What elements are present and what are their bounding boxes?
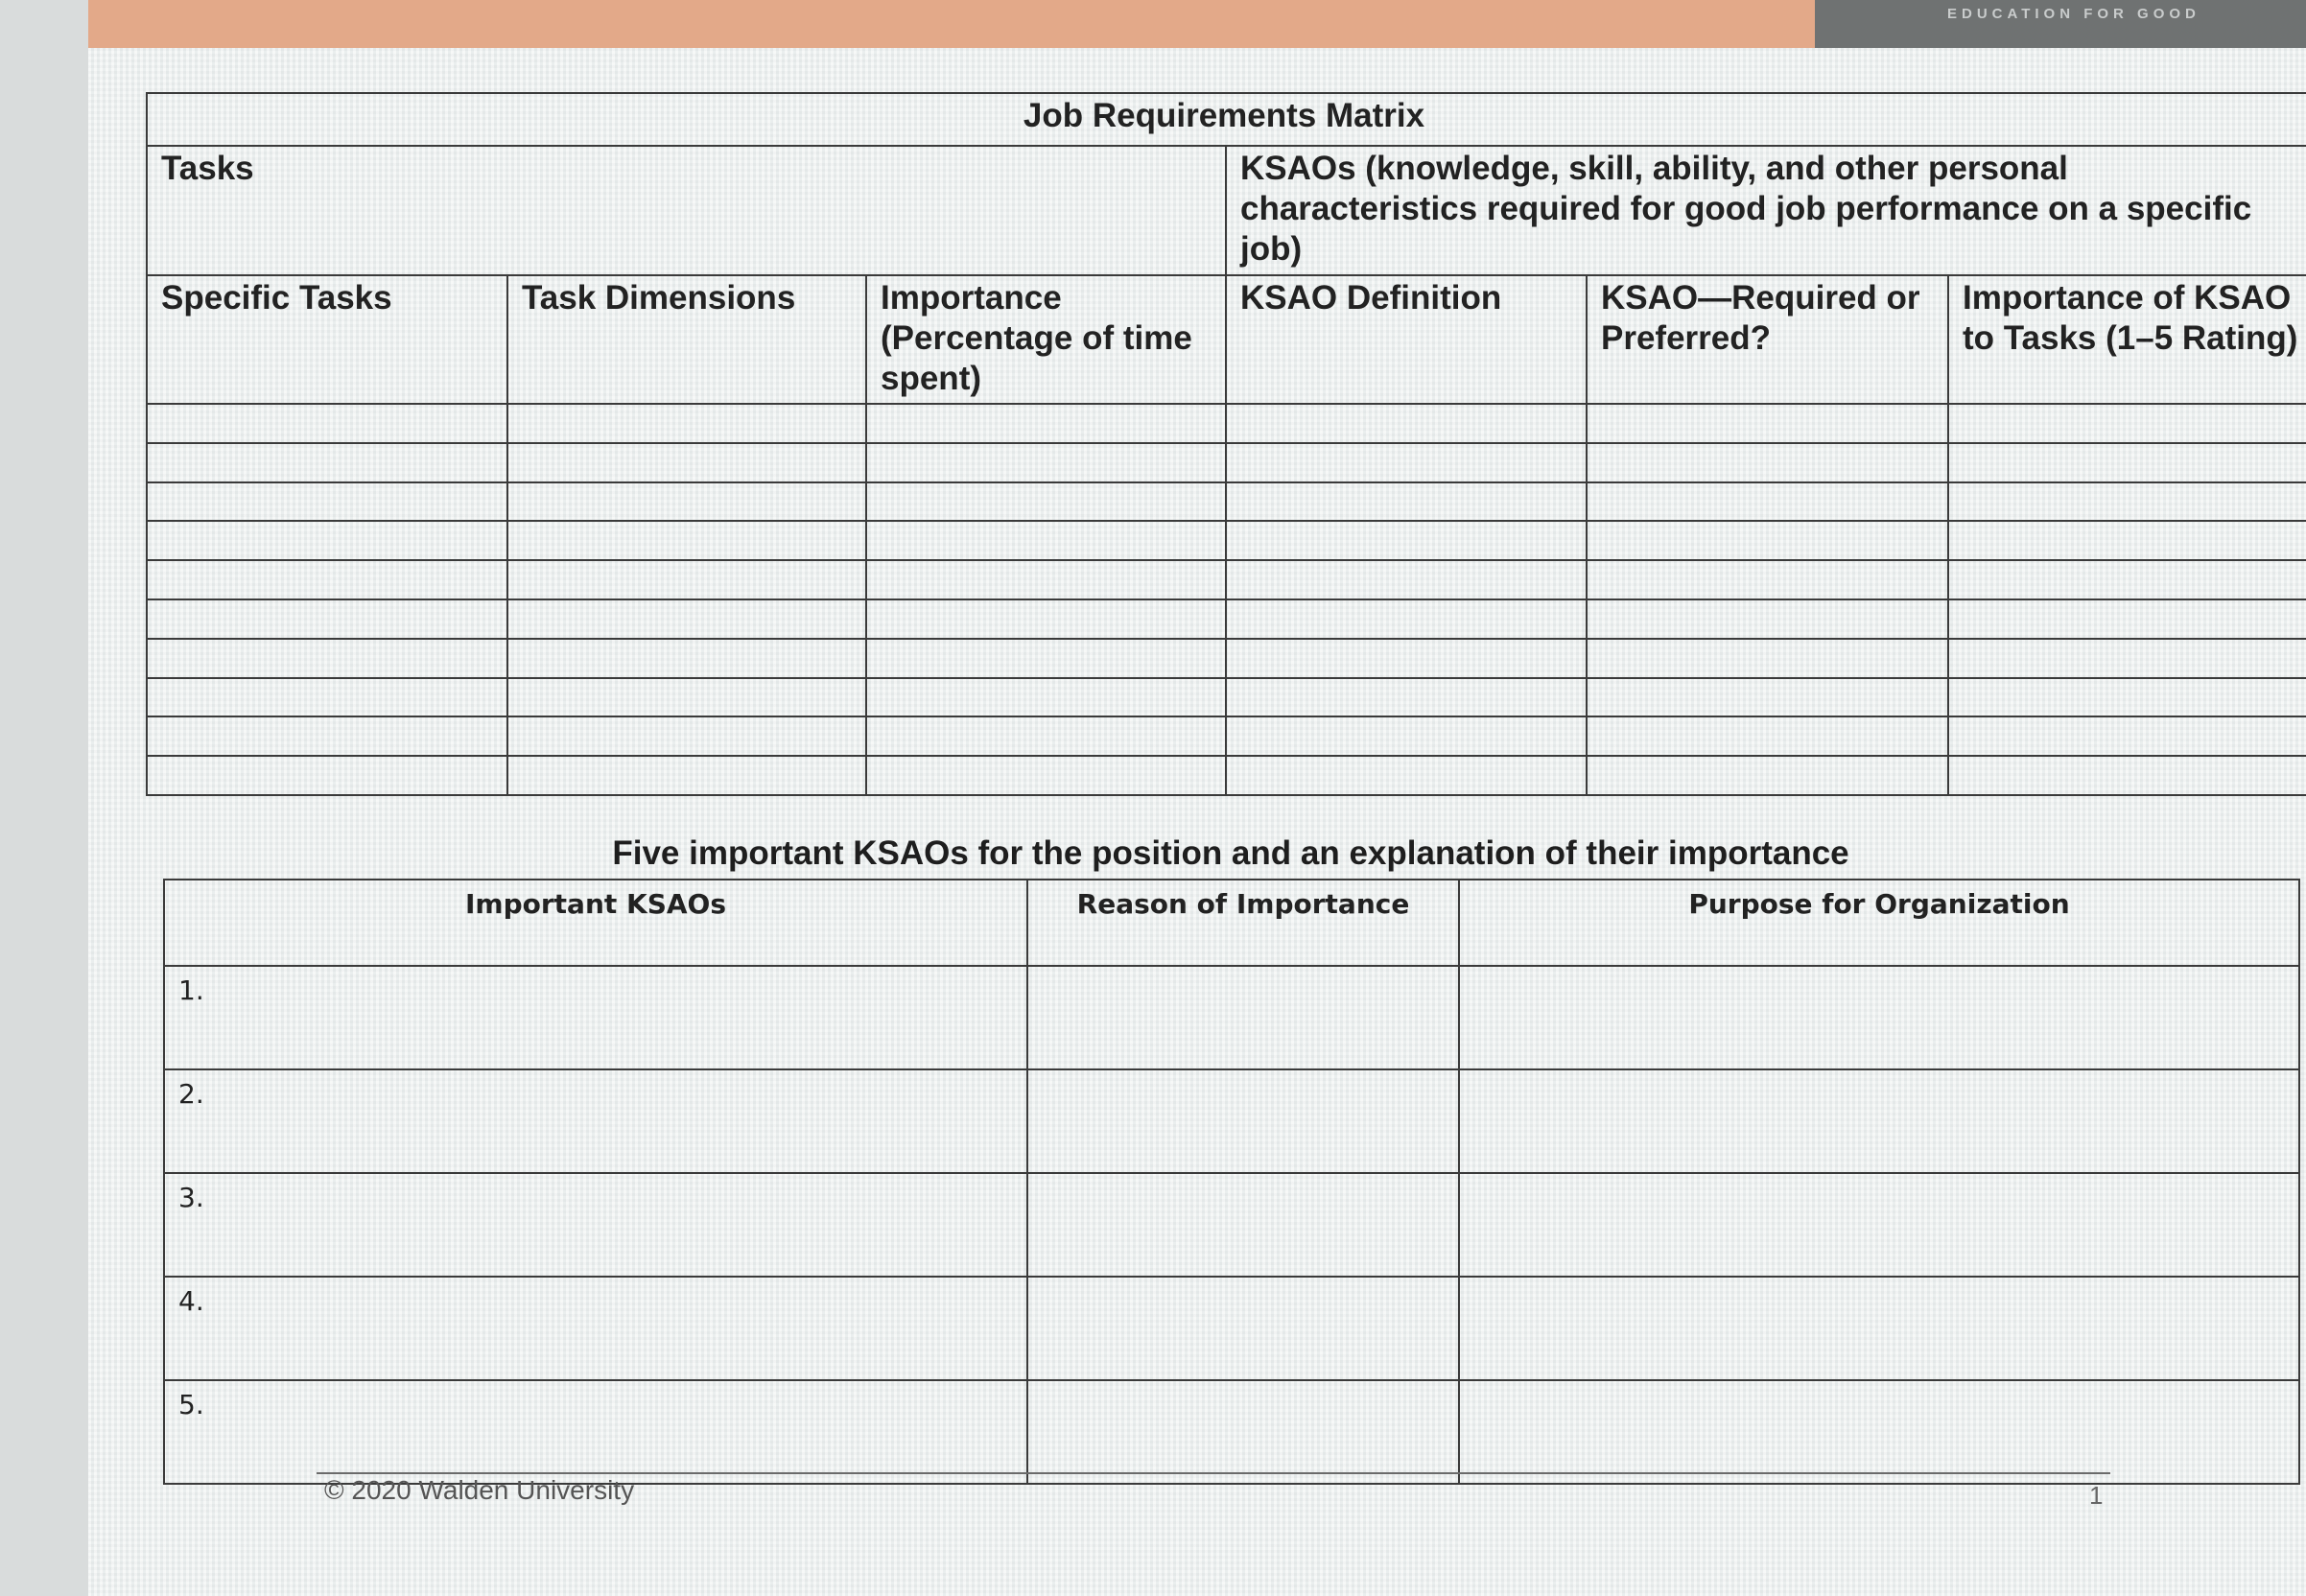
reason-cell[interactable] [1027, 966, 1459, 1069]
matrix-cell[interactable] [1948, 639, 2306, 678]
matrix-cell[interactable] [147, 756, 507, 795]
matrix-cell[interactable] [507, 404, 866, 443]
matrix-cell[interactable] [1587, 482, 1948, 522]
matrix-cell[interactable] [147, 678, 507, 717]
matrix-cell[interactable] [866, 560, 1226, 599]
matrix-cell[interactable] [866, 756, 1226, 795]
matrix-cell[interactable] [1226, 716, 1587, 756]
purpose-cell[interactable] [1459, 966, 2299, 1069]
purpose-cell[interactable] [1459, 1069, 2299, 1173]
column-header-specific-tasks: Specific Tasks [147, 275, 507, 405]
column-header-reason-of-importance: Reason of Importance [1027, 880, 1459, 966]
matrix-cell[interactable] [507, 521, 866, 560]
matrix-row [147, 639, 2306, 678]
header-band [88, 0, 1815, 48]
matrix-cell[interactable] [507, 560, 866, 599]
reason-cell[interactable] [1027, 1277, 1459, 1380]
ksao-row-number[interactable]: 2. [164, 1069, 1027, 1173]
matrix-cell[interactable] [866, 482, 1226, 522]
matrix-cell[interactable] [507, 639, 866, 678]
matrix-cell[interactable] [1226, 560, 1587, 599]
matrix-cell[interactable] [1226, 599, 1587, 639]
purpose-cell[interactable] [1459, 1173, 2299, 1277]
tasks-group-header: Tasks [147, 146, 1226, 275]
matrix-cell[interactable] [507, 678, 866, 717]
ksao-row [164, 1277, 2299, 1380]
matrix-row [147, 482, 2306, 522]
matrix-cell[interactable] [866, 599, 1226, 639]
column-header-importance-time: Importance (Percentage of time spent) [866, 275, 1226, 405]
matrix-cell[interactable] [1948, 716, 2306, 756]
matrix-cell[interactable] [507, 716, 866, 756]
column-header-purpose-for-organization: Purpose for Organization [1459, 880, 2299, 966]
matrix-cell[interactable] [866, 443, 1226, 482]
matrix-row [147, 599, 2306, 639]
column-header-task-dimensions: Task Dimensions [507, 275, 866, 405]
scan-margin [0, 0, 88, 1596]
matrix-cell[interactable] [147, 599, 507, 639]
ksaos-group-header: KSAOs (knowledge, skill, ability, and other personal characteristics required for good job performance on a specific job) [1226, 146, 2306, 275]
matrix-cell[interactable] [147, 404, 507, 443]
matrix-row [147, 404, 2306, 443]
matrix-cell[interactable] [866, 404, 1226, 443]
matrix-cell[interactable] [147, 521, 507, 560]
matrix-cell[interactable] [1587, 599, 1948, 639]
ksao-row [164, 1380, 2299, 1484]
reason-cell[interactable] [1027, 1173, 1459, 1277]
matrix-cell[interactable] [147, 716, 507, 756]
ksao-row-number[interactable]: 3. [164, 1173, 1027, 1277]
matrix-cell[interactable] [1587, 716, 1948, 756]
matrix-cell[interactable] [507, 599, 866, 639]
purpose-cell[interactable] [1459, 1277, 2299, 1380]
matrix-cell[interactable] [866, 521, 1226, 560]
matrix-cell[interactable] [1226, 756, 1587, 795]
matrix-cell[interactable] [507, 756, 866, 795]
column-header-important-ksaos: Important KSAOs [164, 880, 1027, 966]
matrix-cell[interactable] [866, 639, 1226, 678]
matrix-title: Job Requirements Matrix [147, 93, 2306, 146]
matrix-cell[interactable] [507, 482, 866, 522]
matrix-cell[interactable] [1587, 404, 1948, 443]
matrix-row [147, 716, 2306, 756]
matrix-cell[interactable] [866, 678, 1226, 717]
footer-divider [317, 1472, 2110, 1474]
matrix-cell[interactable] [1226, 678, 1587, 717]
important-ksaos-table [163, 879, 2300, 1485]
ksao-table-heading: Five important KSAOs for the position and an explanation of their importance [612, 834, 1849, 872]
matrix-cell[interactable] [147, 443, 507, 482]
matrix-row [147, 756, 2306, 795]
matrix-cell[interactable] [147, 639, 507, 678]
matrix-cell[interactable] [1226, 639, 1587, 678]
matrix-cell[interactable] [1587, 756, 1948, 795]
matrix-cell[interactable] [147, 482, 507, 522]
reason-cell[interactable] [1027, 1069, 1459, 1173]
page-number: 1 [2089, 1481, 2104, 1510]
matrix-cell[interactable] [1587, 678, 1948, 717]
purpose-cell[interactable] [1459, 1380, 2299, 1484]
matrix-cell[interactable] [147, 560, 507, 599]
ksao-row-number[interactable]: 4. [164, 1277, 1027, 1380]
matrix-cell[interactable] [1948, 404, 2306, 443]
matrix-cell[interactable] [1226, 443, 1587, 482]
matrix-cell[interactable] [1948, 560, 2306, 599]
matrix-cell[interactable] [1948, 521, 2306, 560]
matrix-cell[interactable] [1948, 678, 2306, 717]
column-header-ksao-definition: KSAO Definition [1226, 275, 1587, 405]
matrix-row [147, 560, 2306, 599]
matrix-row [147, 521, 2306, 560]
ksao-row [164, 1173, 2299, 1277]
matrix-cell[interactable] [866, 716, 1226, 756]
footer-copyright: © 2020 Walden University [324, 1475, 635, 1505]
matrix-row [147, 678, 2306, 717]
matrix-cell[interactable] [1587, 639, 1948, 678]
matrix-cell[interactable] [1226, 482, 1587, 522]
matrix-cell[interactable] [1587, 560, 1948, 599]
ksao-row-number[interactable]: 1. [164, 966, 1027, 1069]
header-tagline: EDUCATION FOR GOOD [1947, 6, 2200, 22]
reason-cell[interactable] [1027, 1380, 1459, 1484]
matrix-cell[interactable] [1226, 521, 1587, 560]
matrix-cell[interactable] [1948, 443, 2306, 482]
ksao-row [164, 966, 2299, 1069]
column-header-required-preferred: KSAO—Required or Preferred? [1587, 275, 1948, 405]
ksao-row [164, 1069, 2299, 1173]
ksao-row-number[interactable]: 5. [164, 1380, 1027, 1484]
matrix-cell[interactable] [1226, 404, 1587, 443]
matrix-cell[interactable] [1948, 756, 2306, 795]
job-requirements-matrix [146, 92, 2306, 796]
matrix-row [147, 443, 2306, 482]
matrix-cell[interactable] [507, 443, 866, 482]
matrix-cell[interactable] [1948, 482, 2306, 522]
matrix-cell[interactable] [1587, 521, 1948, 560]
matrix-cell[interactable] [1948, 599, 2306, 639]
column-header-ksao-rating: Importance of KSAO to Tasks (1–5 Rating) [1948, 275, 2306, 405]
matrix-cell[interactable] [1587, 443, 1948, 482]
